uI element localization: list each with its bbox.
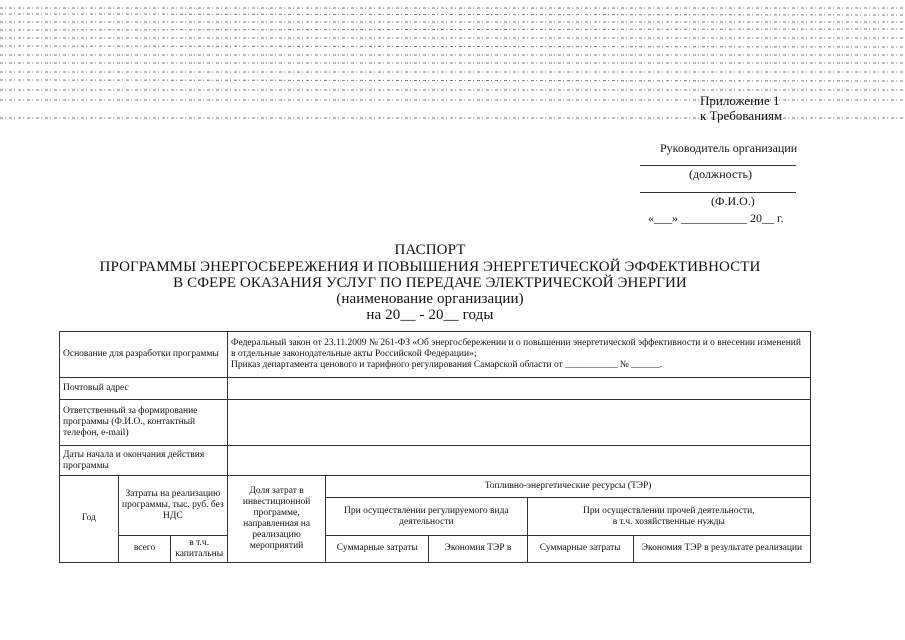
fio-label: (Ф.И.О.) xyxy=(711,194,755,208)
table-row xyxy=(60,400,811,446)
title-sphere: В СФЕРЕ ОКАЗАНИЯ УСЛУГ ПО ПЕРЕДАЧЕ ЭЛЕКТРИЧЕСКОЙ ЭНЕРГИИ xyxy=(173,275,687,291)
postal-address-value[interactable] xyxy=(228,378,811,400)
position-signature-line xyxy=(640,165,796,166)
table-row xyxy=(60,476,811,498)
sum-costs-other-header: Суммарные затраты xyxy=(527,536,633,563)
organization-name-label: (наименование организации) xyxy=(336,291,524,307)
program-years: на 20__ - 20__ годы xyxy=(366,307,494,323)
other-activity-header xyxy=(527,498,810,536)
postal-address-label: Почтовый адрес xyxy=(60,378,228,400)
capital-costs-header: в т.ч. капитальны xyxy=(171,536,228,563)
basis-order: Приказ департамента ценового и тарифного регулирования Самарской области от ___________ № ______. xyxy=(231,359,663,370)
other-activity-line1: При осуществлении прочей деятельности, xyxy=(583,505,755,516)
table-row xyxy=(60,536,811,563)
title-passport: ПАСПОРТ xyxy=(394,242,466,258)
table-row xyxy=(60,378,811,400)
head-of-organization-label: Руководитель организации xyxy=(660,141,798,155)
basis-value xyxy=(228,332,811,378)
approval-date: «___» ___________ 20__ г. xyxy=(648,211,784,225)
costs-header: Затраты на реализацию программы, тыс. руб. без НДС xyxy=(118,476,227,536)
basis-label: Основание для разработки программы xyxy=(60,332,228,378)
regulated-activity-header: При осуществлении регулируемого вида деятельности xyxy=(326,498,527,536)
program-dates-value[interactable] xyxy=(228,446,811,476)
title-program: ПРОГРАММЫ ЭНЕРГОСБЕРЕЖЕНИЯ И ПОВЫШЕНИЯ ЭНЕРГЕТИЧЕСКОЙ ЭФФЕКТИВНОСТИ xyxy=(99,259,761,275)
responsible-person-value[interactable] xyxy=(228,400,811,446)
year-header: Год xyxy=(60,476,119,563)
passport-table xyxy=(59,331,811,563)
economy-regulated-header: Экономия ТЭР в xyxy=(429,536,527,563)
sum-costs-regulated-header: Суммарные затраты xyxy=(326,536,429,563)
table-row xyxy=(60,332,811,378)
economy-other-header: Экономия ТЭР в результате реализации xyxy=(633,536,810,563)
total-costs-header: всего xyxy=(118,536,171,563)
program-dates-label: Даты начала и окончания действия программы xyxy=(60,446,228,476)
ter-header: Топливно-энергетические ресурсы (ТЭР) xyxy=(326,476,811,498)
share-header: Доля затрат в инвестиционной программе, направленная на реализацию мероприятий xyxy=(228,476,326,563)
appendix-label: Приложение 1 xyxy=(700,93,780,108)
other-activity-line2: в т.ч. хозяйственные нужды xyxy=(612,516,725,527)
responsible-person-label: Ответственный за формирование программы (Ф.И.О., контактный телефон, e-mail) xyxy=(60,400,228,446)
basis-law: Федеральный закон от 23.11.2009 № 261-ФЗ «Об энергосбережении и о повышении энергетической эффективности и о внесении изменений в отдельные законодательные акты Российской Федерации»; xyxy=(231,338,801,360)
table-row xyxy=(60,446,811,476)
appendix-reference: к Требованиям xyxy=(700,108,783,123)
fio-signature-line xyxy=(640,192,796,193)
position-label: (должность) xyxy=(689,167,752,181)
